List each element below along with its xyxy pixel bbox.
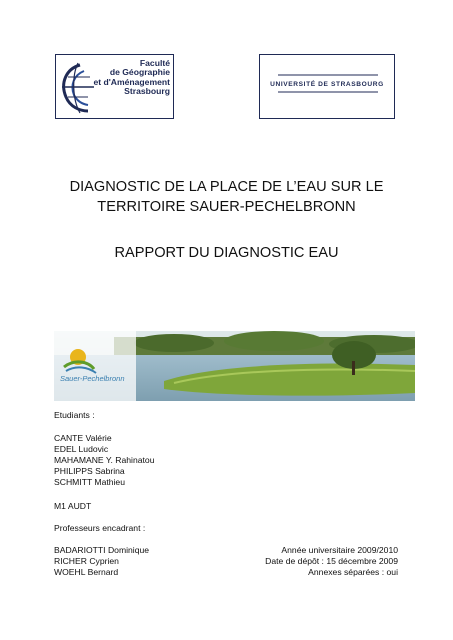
academic-year: Année universitaire 2009/2010 bbox=[281, 545, 398, 555]
students-label: Etudiants : bbox=[54, 410, 95, 420]
professor-name: RICHER Cyprien bbox=[54, 556, 119, 566]
title-line-1: DIAGNOSTIC DE LA PLACE DE L’EAU SUR LE bbox=[69, 179, 384, 195]
faculty-logo-line: Faculté bbox=[139, 58, 170, 68]
faculty-logo-line: et d'Aménagement bbox=[93, 76, 170, 87]
professor-name: BADARIOTTI Dominique bbox=[54, 545, 150, 555]
professors-label: Professeurs encadrant : bbox=[54, 523, 146, 533]
faculty-logo-line: Strasbourg bbox=[124, 86, 170, 97]
students-list bbox=[54, 433, 154, 488]
lake-landscape-image bbox=[54, 331, 415, 401]
professors-list bbox=[54, 545, 149, 578]
title-line-2: TERRITOIRE SAUER-PECHELBRONN bbox=[97, 199, 356, 215]
student-name: EDEL Ludovic bbox=[54, 444, 109, 454]
student-name: MAHAMANE Y. Rahinatou bbox=[54, 455, 155, 465]
annexes-note: Annexes séparées : oui bbox=[308, 567, 398, 577]
university-name: UNIVERSITÉ DE STRASBOURG bbox=[270, 81, 384, 88]
student-name: CANTE Valérie bbox=[54, 433, 112, 443]
program-label: M1 AUDT bbox=[54, 501, 92, 511]
landscape-banner bbox=[54, 331, 415, 401]
document-subtitle: RAPPORT DU DIAGNOSTIC EAU bbox=[114, 245, 339, 261]
banner-brand-text: Sauer-Pechelbronn bbox=[60, 374, 125, 383]
university-logo bbox=[259, 54, 395, 119]
faculty-logo-line: de Géographie bbox=[109, 67, 170, 78]
student-name: PHILIPPS Sabrina bbox=[54, 466, 125, 476]
professor-name: WOEHL Bernard bbox=[54, 567, 119, 577]
faculty-logo bbox=[55, 54, 174, 119]
document-details bbox=[265, 545, 398, 578]
document-title bbox=[40, 177, 413, 217]
student-name: SCHMITT Mathieu bbox=[54, 477, 125, 487]
submission-date: Date de dépôt : 15 décembre 2009 bbox=[265, 556, 398, 566]
